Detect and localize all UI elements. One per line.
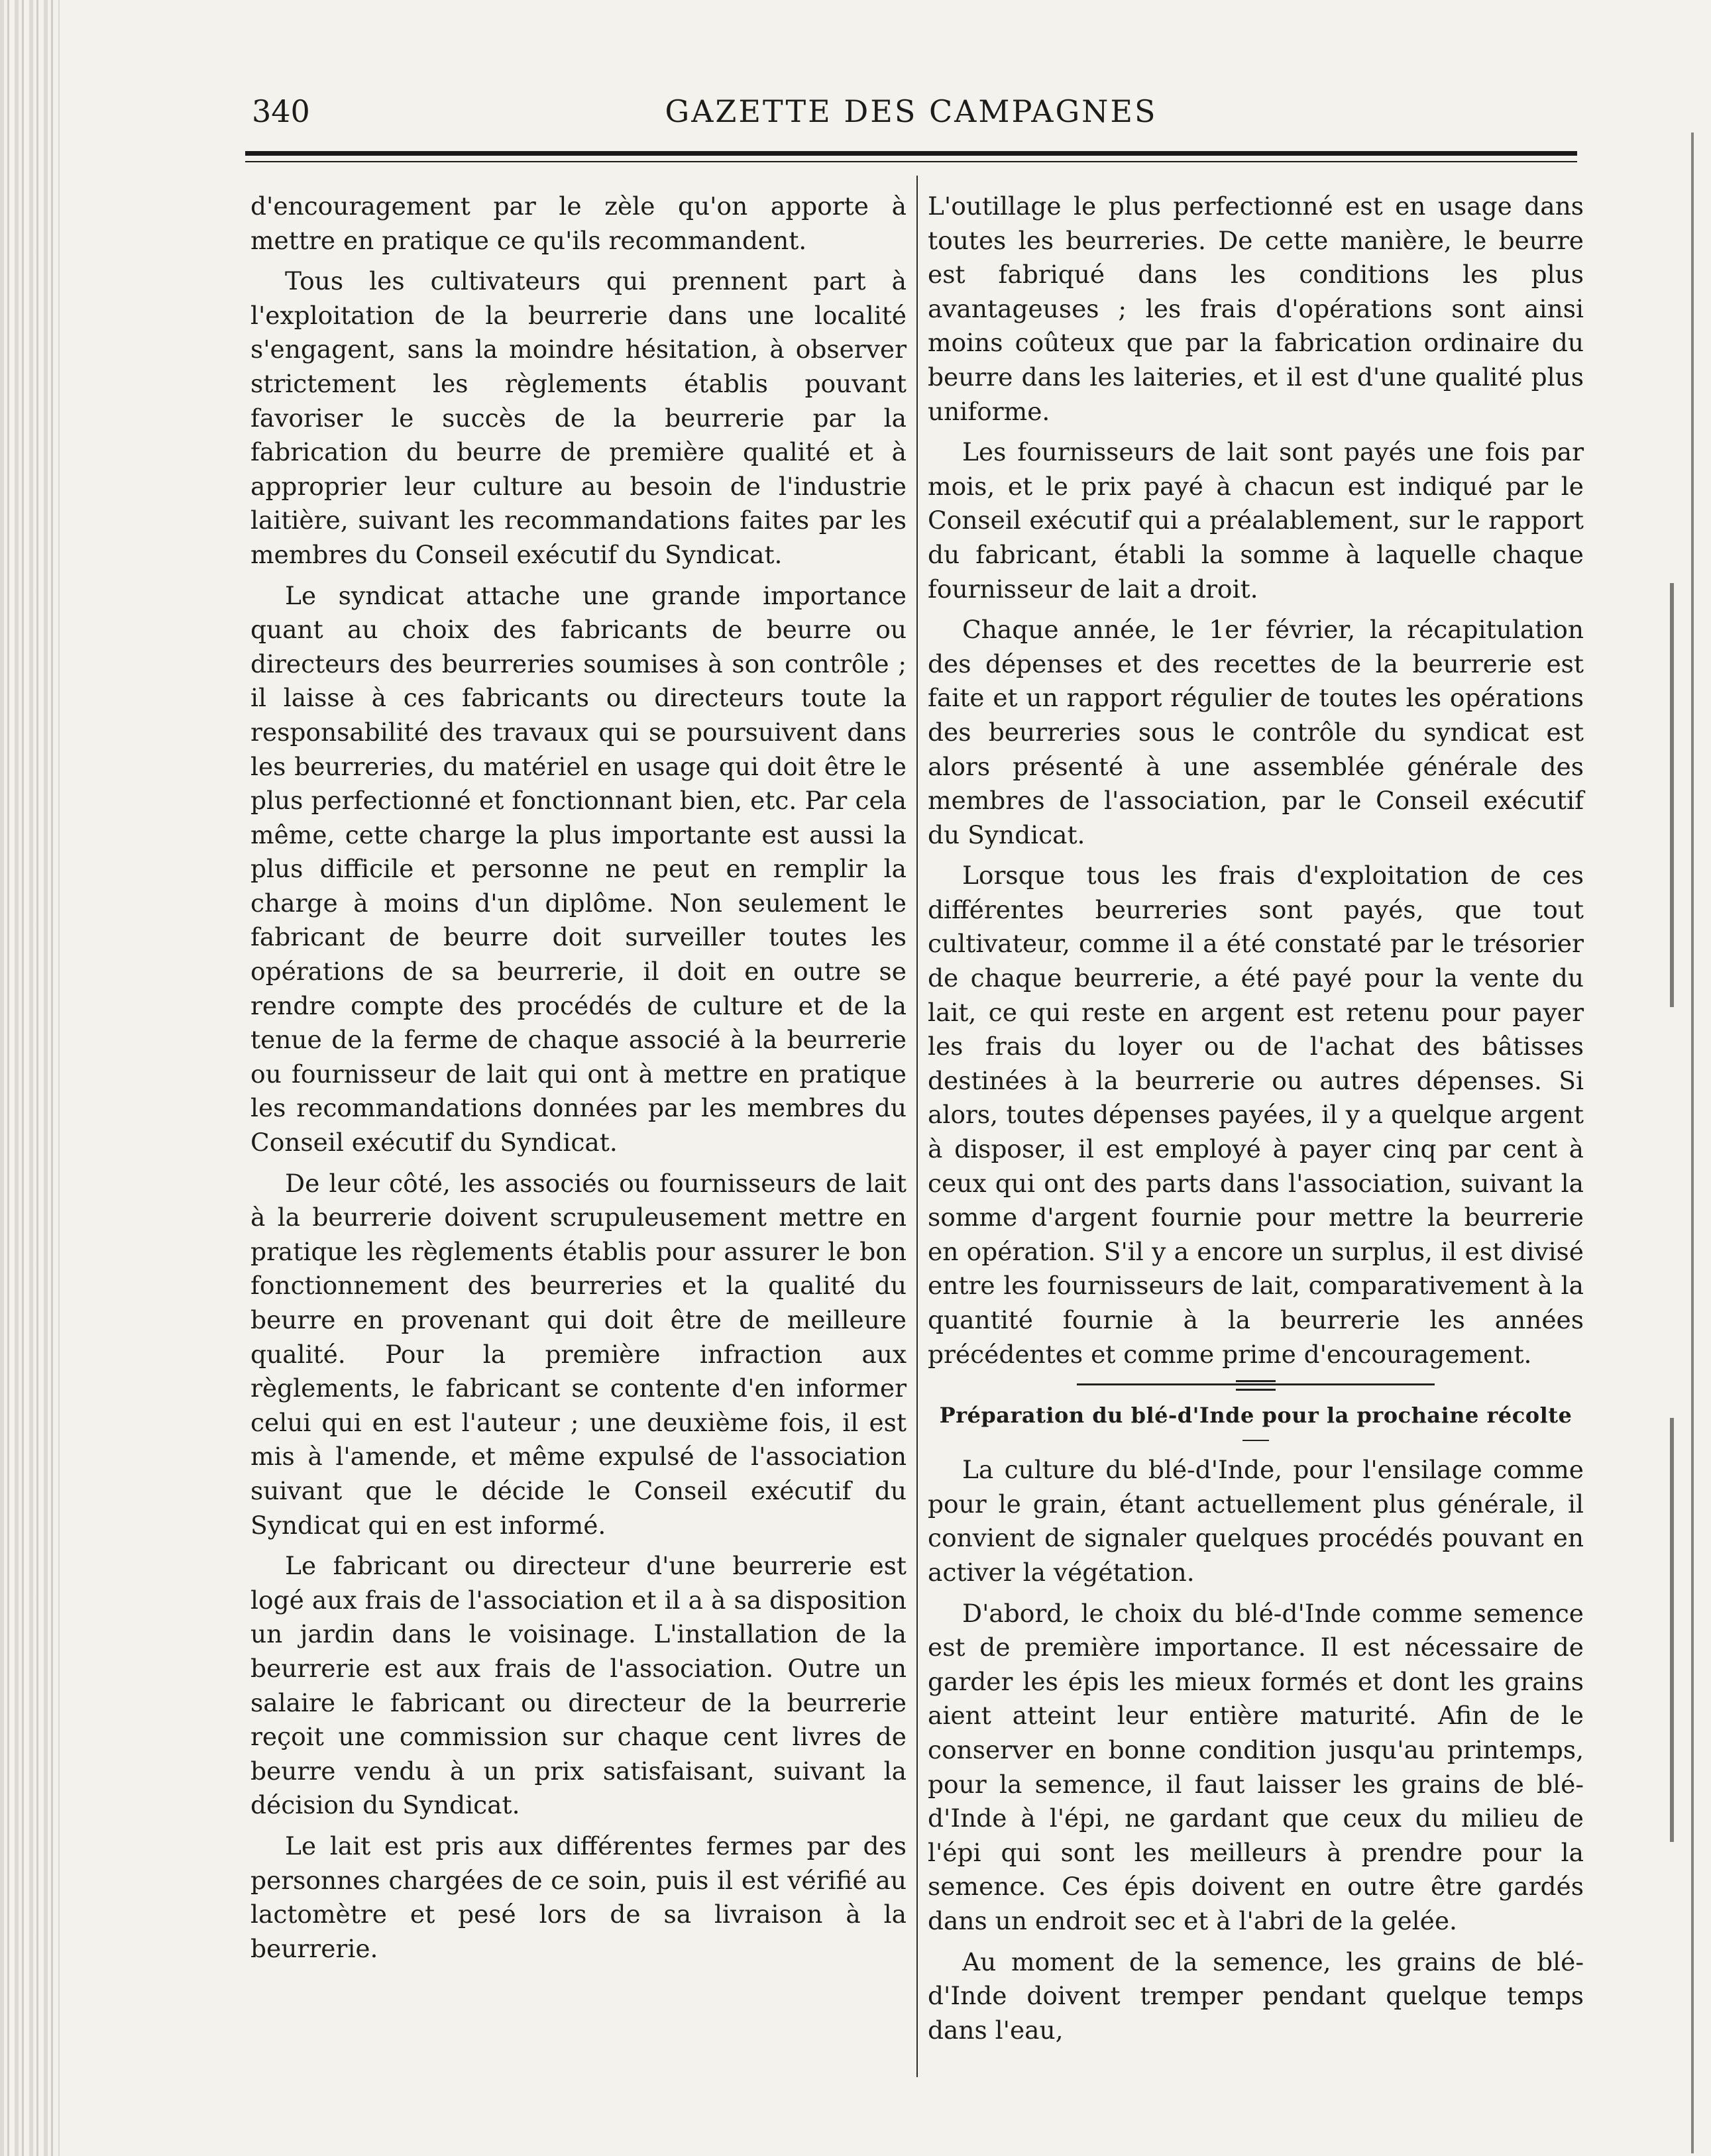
paragraph: De leur côté, les associés ou fournisseurs de lait à la beurrerie doivent scrupuleusement mettre en pratique les règlements établis pour assurer le bon fonctionnement des beurreries et la qualité du beurre en provenant qui doit être de meilleure qualité. Pour la première infraction aux règlements, le fabricant se contente d'en informer celui qui en est l'auteur ; une deuxième fois, il est mis à l'amende, et même expulsé de l'association suivant que le décide le Conseil exécutif du Syndicat qui en est informé.	[250, 1168, 907, 1540]
paragraph: Le lait est pris aux différentes fermes par des personnes chargées de ce soin, puis il est vérifié au lactomètre et pesé lors de sa livraison à la beurrerie.	[250, 1831, 907, 1963]
paragraph: La culture du blé-d'Inde, pour l'ensilage comme pour le grain, étant actuellement plus générale, il convient de signaler quelques procédés pouvant en activer la végétation.	[928, 1455, 1584, 1587]
paragraph: Les fournisseurs de lait sont payés une fois par mois, et le prix payé à chacun est indiqué par le Conseil exécutif qui a préalablement, sur le rapport du fabricant, établi la somme à laquelle chaque fournisseur de lait a droit.	[928, 437, 1584, 604]
margin-bracket-mark	[1670, 1418, 1674, 1842]
running-title: GAZETTE DES CAMPAGNES	[665, 93, 1158, 129]
paragraph: Tous les cultivateurs qui prennent part à l'exploitation de la beurrerie dans une localité s'engagent, sans la moindre hésitation, à observer strictement les règlements établis pouvant favoriser le succès de la beurrerie par la fabrication du beurre de première qualité et à approprier leur culture au besoin de l'industrie laitière, suivant les recommandations faites par les membres du Conseil exécutif du Syndicat.	[250, 266, 907, 569]
margin-bracket-mark	[1670, 583, 1674, 1007]
paragraph: Chaque année, le 1er février, la récapitulation des dépenses et des recettes de la beurrerie est faite et un rapport régulier de toutes les opérations des beurreries sous le contrôle du syndicat est alors présenté à une assemblée générale des membres de l'association, par le Conseil exécutif du Syndicat.	[928, 615, 1584, 849]
paragraph: D'abord, le choix du blé-d'Inde comme semence est de première importance. Il est nécessaire de garder les épis les mieux formés et dont les grains aient atteint leur entière maturité. Afin de le conserver en bonne condition jusqu'au printemps, pour la semence, il faut laisser les grains de blé-d'Inde à l'épi, ne gardant que ceux du milieu de l'épi qui sont les meilleurs à prendre pour la semence. Ces épis doivent en outre être gardés dans un endroit sec et à l'abri de la gelée.	[928, 1598, 1584, 1935]
left-column	[250, 189, 907, 1972]
section-title-rule	[1242, 1440, 1269, 1441]
header-rule-thick	[245, 151, 1577, 156]
paragraph: Le syndicat attache une grande importance quant au choix des fabricants de beurre ou directeurs des beurreries soumises à son contrôle ; il laisse à ces fabricants ou directeurs toute la responsabilité des travaux qui se poursuivent dans les beurreries, du matériel en usage qui doit être le plus perfectionné et fonctionnant bien, etc. Par cela même, cette charge la plus importante est aussi la plus difficile et personne ne peut en remplir la charge à moins d'un diplôme. Non seulement le fabricant de beurre doit surveiller toutes les opérations de sa beurrerie, il doit en outre se rendre compte des procédés de culture et de la tenue de la ferme de chaque associé à la beurrerie ou fournisseur de lait qui ont à mettre en pratique les recommandations données par les membres du Conseil exécutif du Syndicat.	[250, 580, 907, 1158]
right-column	[928, 189, 1584, 2054]
page-header	[252, 91, 1571, 131]
header-rule-thin	[245, 161, 1577, 162]
section-ornament-rule	[1077, 1383, 1435, 1385]
scan-right-edge-line	[1691, 133, 1694, 2153]
paragraph: Lorsque tous les frais d'exploitation de ces différentes beurreries sont payés, que tout cultivateur, comme il a été constaté par le trésorier de chaque beurrerie, a été payé pour la vente du lait, ce qui reste en argent est retenu pour payer les frais du loyer ou de l'achat des bâtisses destinées à la beurrerie ou autres dépenses. Si alors, toutes dépenses payées, il y a quelque argent à disposer, il est employé à payer cinq par cent à ceux qui ont des parts dans l'association, suivant la somme d'argent fournie pour mettre la beurrerie en opération. S'il y a encore un surplus, il est divisé entre les fournisseurs de lait, comparativement à la quantité fournie à la beurrerie les années précédentes et comme prime d'encouragement.	[928, 861, 1584, 1369]
paragraph: Au moment de la semence, les grains de blé-d'Inde doivent tremper pendant quelque temps dans l'eau,	[928, 1947, 1584, 2045]
paragraph: L'outillage le plus perfectionné est en usage dans toutes les beurreries. De cette manière, le beurre est fabriqué dans les conditions les plus avantageuses ; les frais d'opérations sont ainsi moins coûteux que par la fabrication ordinaire du beurre dans les laiteries, et il est d'une qualité plus uniforme.	[928, 191, 1584, 426]
paragraph: Le fabricant ou directeur d'une beurrerie est logé aux frais de l'association et il a à sa disposition un jardin dans le voisinage. L'installation de la beurrerie est aux frais de l'association. Outre un salaire le fabricant ou directeur de la beurrerie reçoit une commission sur chaque cent livres de beurre vendu à un prix satisfaisant, suivant la décision du Syndicat.	[250, 1551, 907, 1820]
page-number: 340	[252, 93, 310, 129]
scan-binding-edge	[0, 0, 60, 2156]
column-divider	[916, 176, 918, 2077]
paragraph: d'encouragement par le zèle qu'on apporte à mettre en pratique ce qu'ils recommandent.	[250, 191, 907, 255]
section-title: Préparation du blé-d'Inde pour la prochaine récolte	[939, 1403, 1573, 1428]
